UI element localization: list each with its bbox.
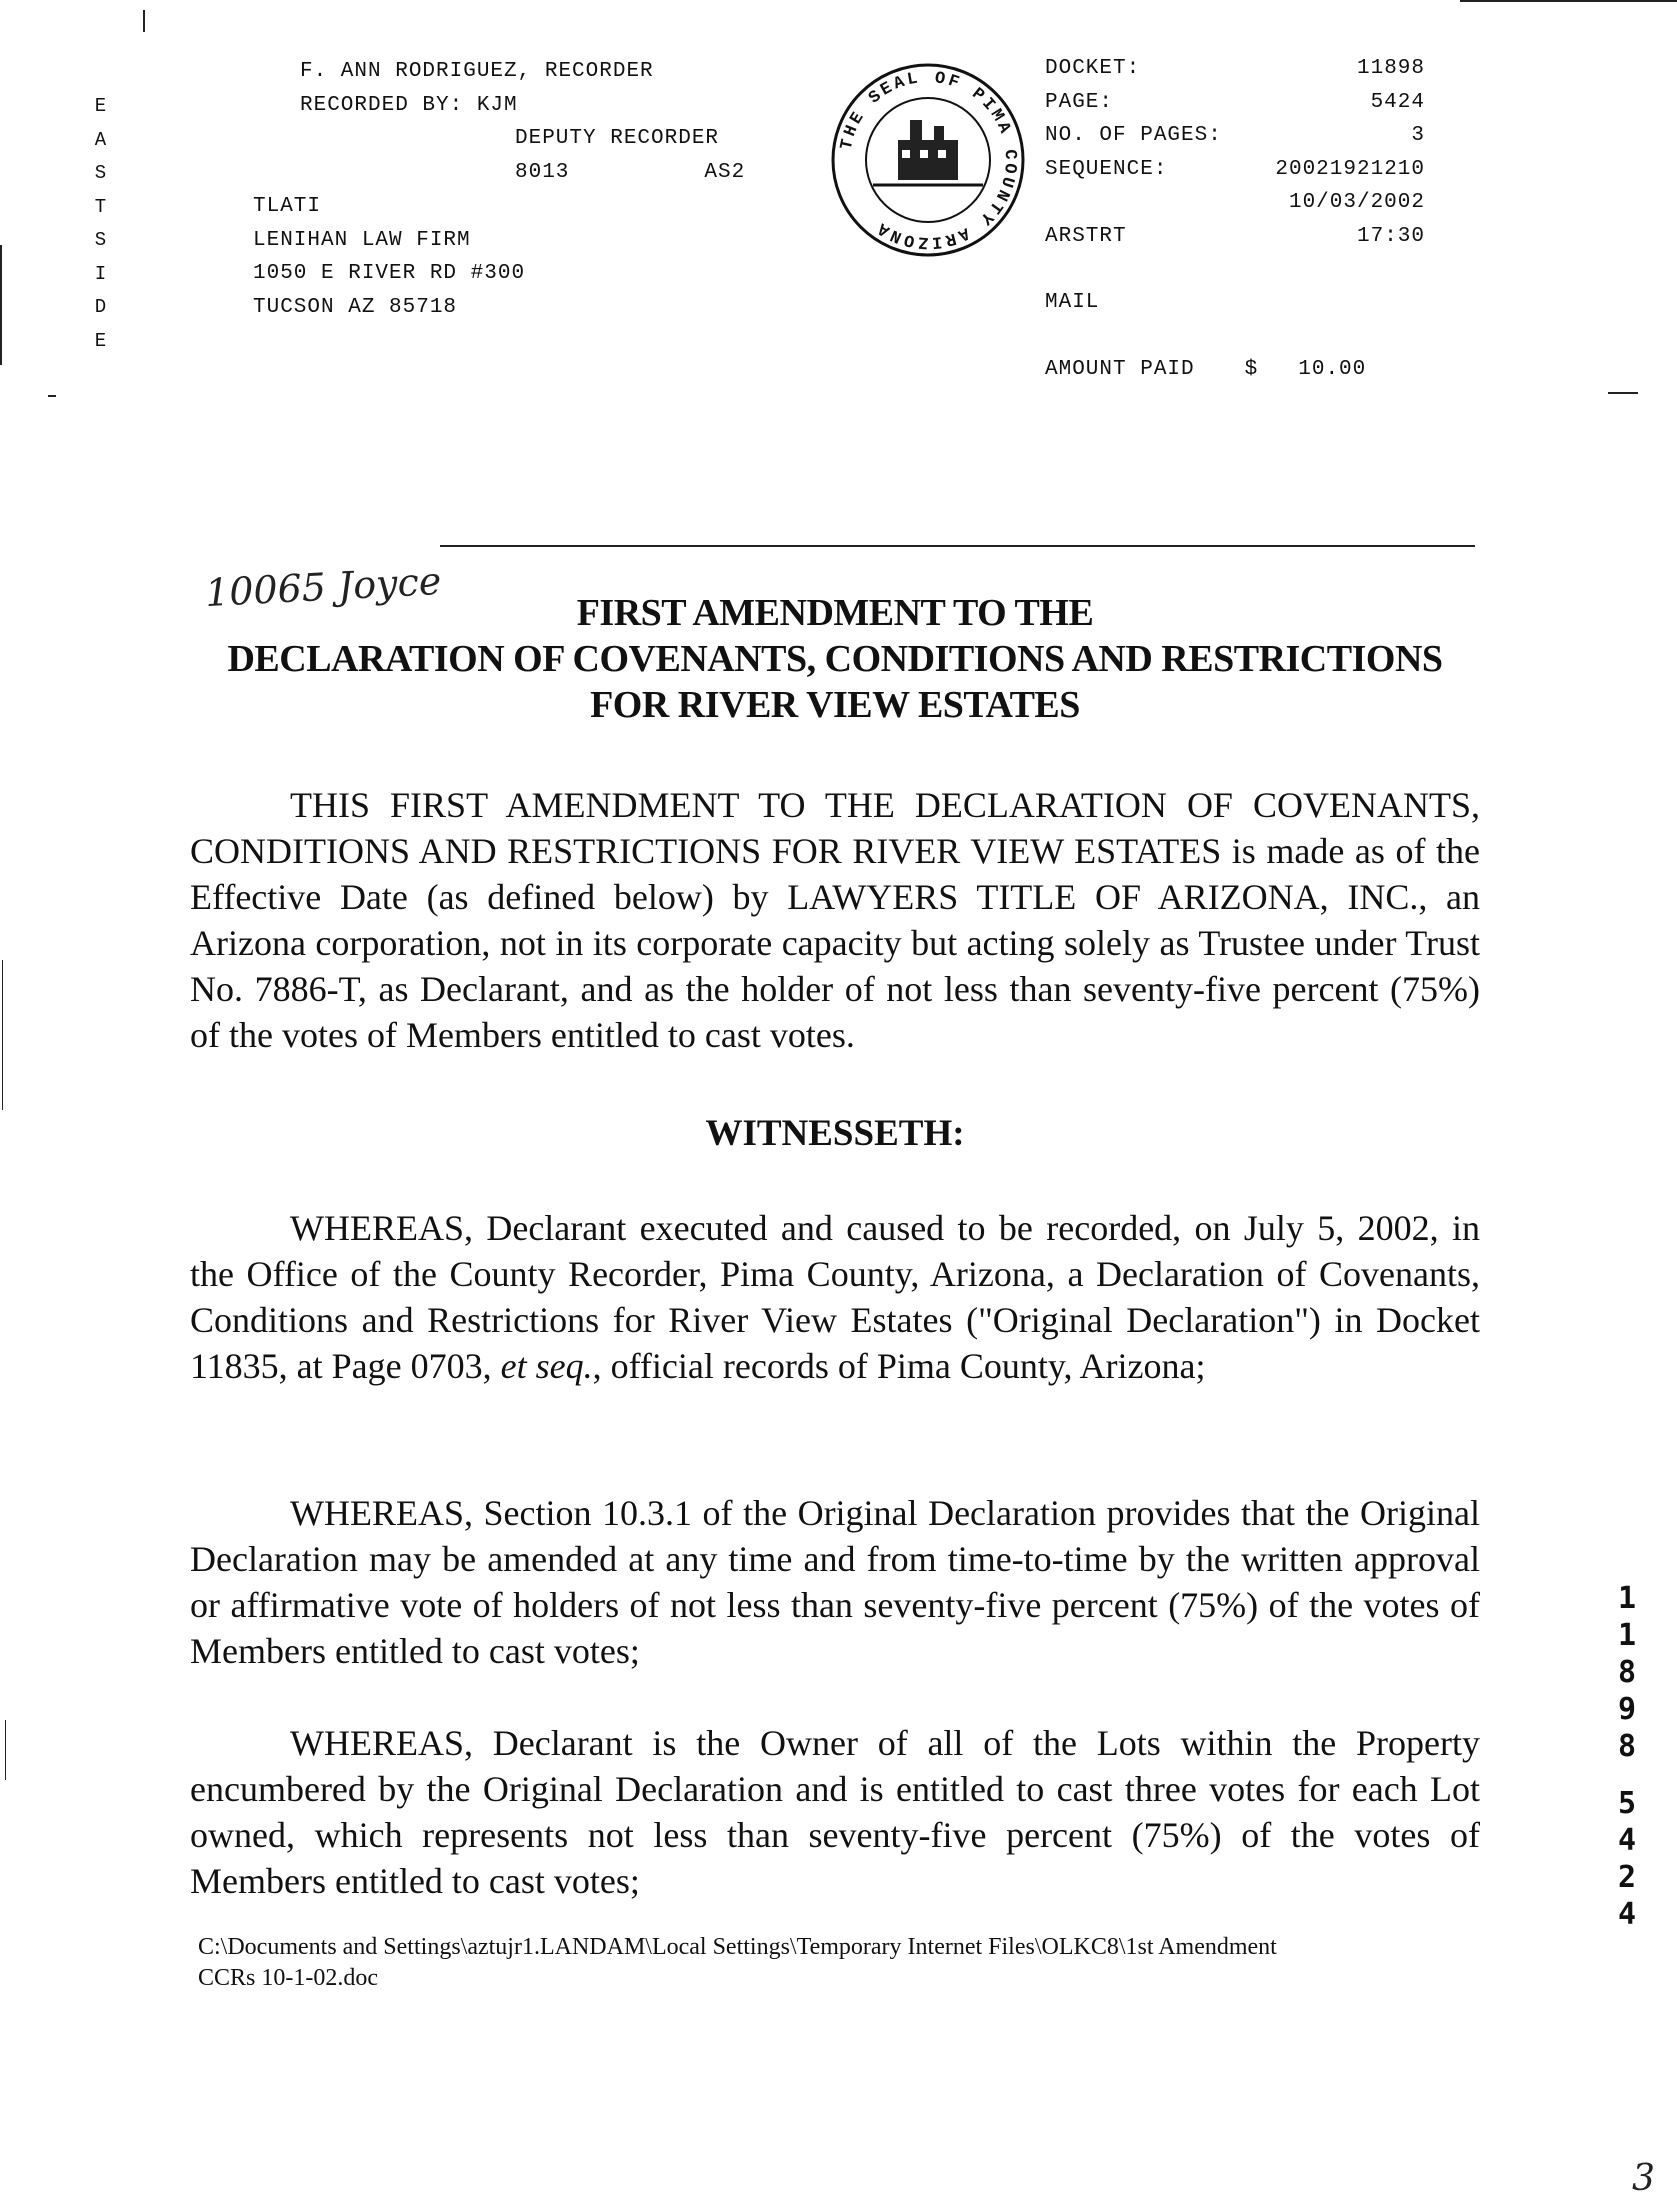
file-path-footer: C:\Documents and Settings\aztujr1.LANDAM\Local Settings\Temporary Internet Files\OLKC8\1st Amendment CCRs 10-1-02.doc	[198, 1934, 1277, 1991]
page-number: 5424	[1370, 90, 1425, 114]
scan-tick	[1608, 392, 1638, 394]
seal-icon	[828, 60, 1028, 260]
document-title: FIRST AMENDMENT TO THE DECLARATION OF COVENANTS, CONDITIONS AND RESTRICTIONS FOR RIVER VIEW ESTATES	[227, 592, 1443, 726]
scan-edge-line	[0, 245, 2, 365]
deputy-recorder: DEPUTY RECORDER	[515, 127, 720, 150]
whereas-paragraph-2: WHEREAS, Section 10.3.1 of the Original Declaration provides that the Original Declaration may be amended at any time and from time-to-time by the written approval or affirmative vote of holders of not less than seventy-five percent (75%) of the votes of Members entitled to cast votes;	[190, 1493, 1480, 1671]
eastside-vertical-label: E A S T S I D E	[94, 95, 108, 352]
recorder-codes: 8013 AS2	[515, 160, 746, 184]
whereas-paragraph-3: WHEREAS, Declarant is the Owner of all of the Lots within the Property encumbered by the Original Declaration and is entitled to cast three votes for each Lot owned, which represents not less than seventy-five percent (75%) of the votes of Members entitled to cast votes;	[190, 1723, 1480, 1901]
scan-edge-line	[5, 1720, 6, 1780]
recording-info: DOCKET: 11898 PAGE: 5424 NO. OF PAGES: 3 SEQUENCE: 20021921210 10/03/2002 ARSTRT 17:30 MAIL AMOUNT PAID $ 10.00	[1045, 52, 1425, 386]
handwritten-note: 10065 Joyce	[204, 558, 443, 616]
side-stamp-number: 1 1 8 9 8 5 4 2 4	[1617, 1581, 1637, 1932]
recorded-by: RECORDED BY: KJM	[300, 93, 518, 117]
intro-paragraph: THIS FIRST AMENDMENT TO THE DECLARATION OF COVENANTS, CONDITIONS AND RESTRICTIONS FOR RIVER VIEW ESTATES is made as of the Effective Date (as defined below) by LAWYERS TITLE OF ARIZONA, INC., an Arizona corporation, not in its corporate capacity but acting solely as Trustee under Trust No. 7886-T, as Declarant, and as the holder of not less than seventy-five percent (75%) of the votes of Members entitled to cast votes.	[190, 785, 1480, 1055]
recorder-name: F. ANN RODRIGUEZ, RECORDER	[300, 60, 654, 83]
corner-page-mark: 3	[1632, 2158, 1655, 2199]
scan-edge-line	[2, 960, 3, 1110]
witnesseth-heading: WITNESSETH:	[705, 1113, 965, 1154]
scan-tick	[48, 395, 56, 397]
sequence-number: 20021921210	[1275, 157, 1425, 181]
scan-edge-line	[1460, 0, 1677, 2]
recording-time: 17:30	[1356, 224, 1425, 248]
docket-number: 11898	[1356, 57, 1425, 80]
scan-tick	[143, 10, 145, 32]
recorder-header	[300, 55, 800, 189]
recording-date: 10/03/2002	[1288, 191, 1425, 214]
svg-text:THE SEAL OF PIMA COUNTY ARIZON: THE SEAL OF PIMA COUNTY ARIZONA	[837, 68, 1020, 252]
county-seal	[828, 60, 1028, 260]
page-count: 3	[1411, 124, 1425, 147]
header-divider	[440, 545, 1475, 547]
whereas-paragraph-1: WHEREAS, Declarant executed and caused to be recorded, on July 5, 2002, in the Office of the County Recorder, Pima County, Arizona, a Declaration of Covenants, Conditions and Restrictions for River View Estates ("Original Declaration") in Docket 11835, at Page 0703, et seq., official records of Pima County, Arizona;	[190, 1208, 1480, 1386]
amount-paid: 10.00	[1298, 357, 1367, 381]
return-address: TLATI LENIHAN LAW FIRM 1050 E RIVER RD #300 TUCSON AZ 85718	[253, 195, 526, 319]
